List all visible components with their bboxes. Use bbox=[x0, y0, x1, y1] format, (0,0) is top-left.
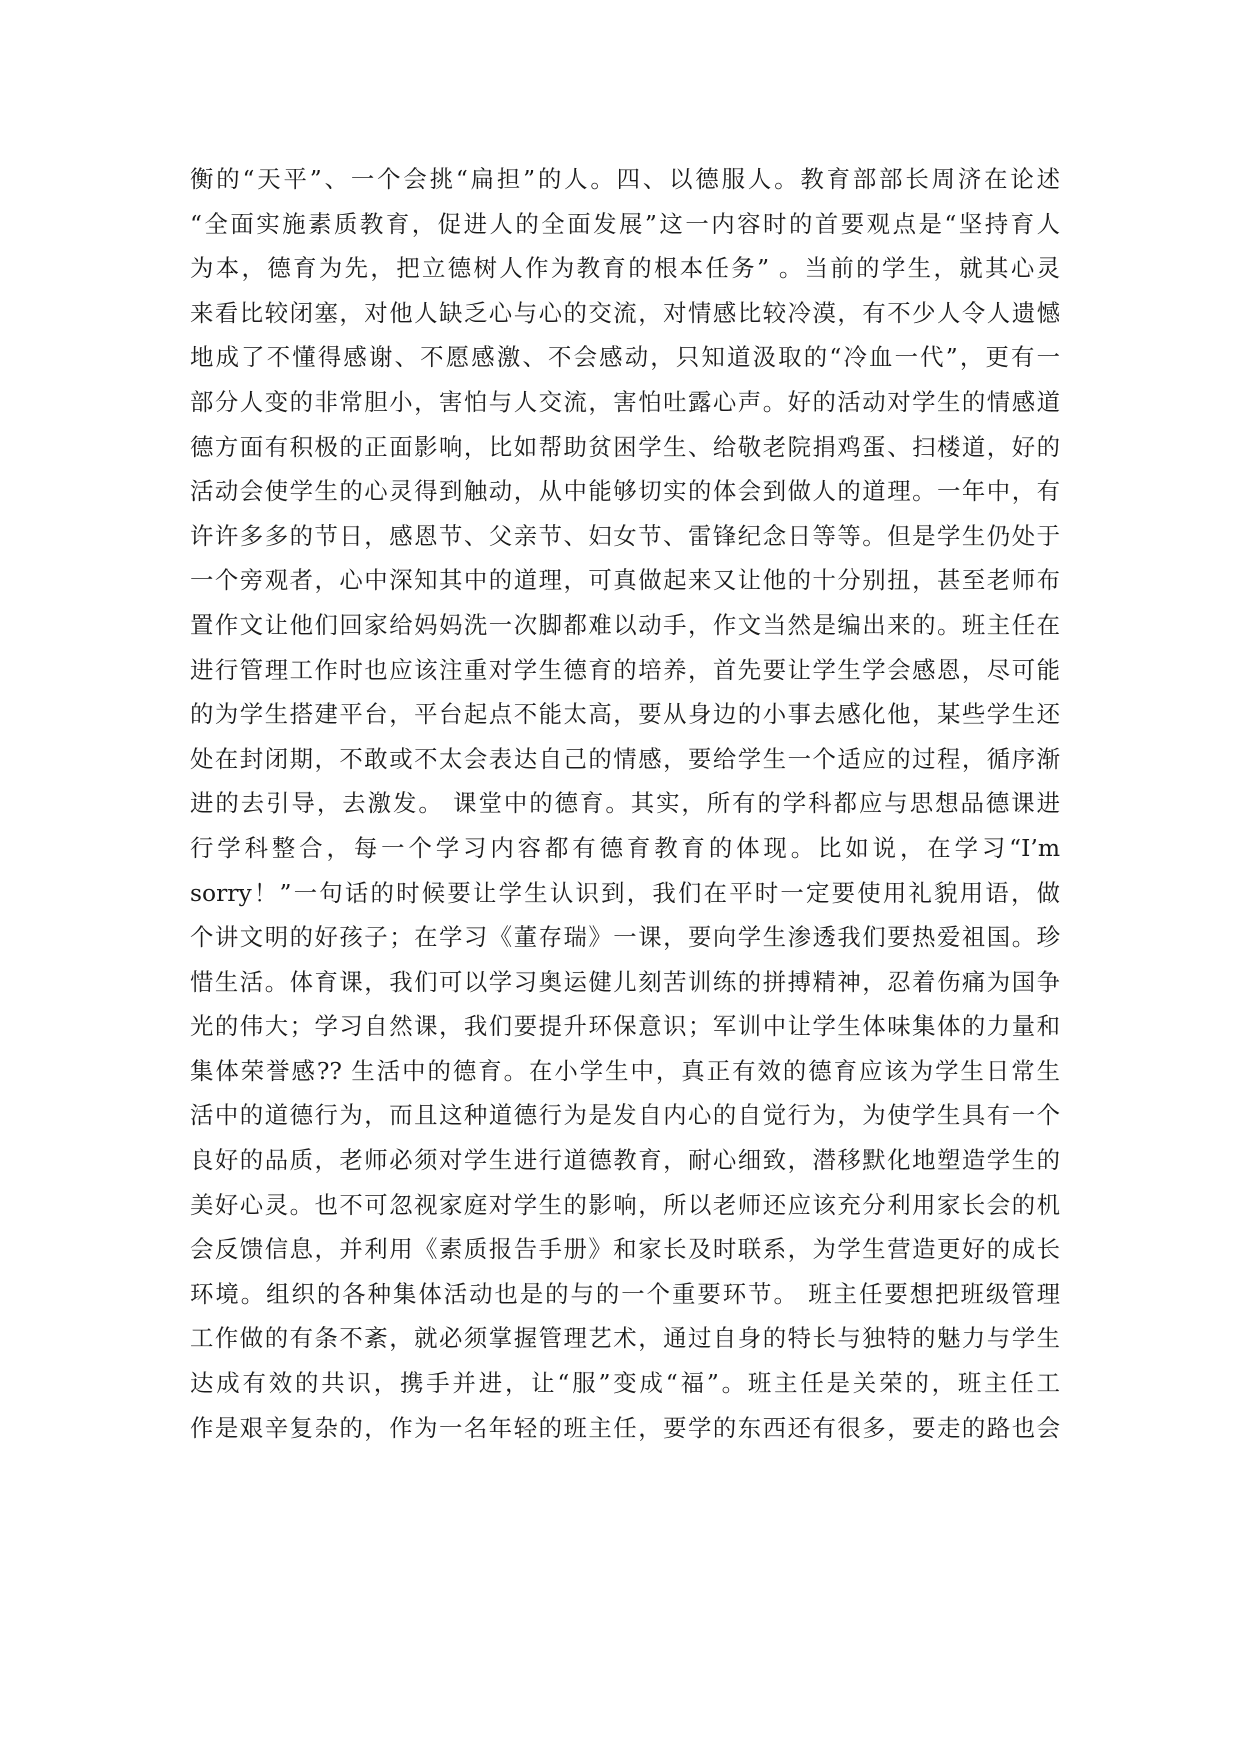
text-line: 进行管理工作时也应该注重对学生德育的培养，首先要让学生学会感恩，尽可能 bbox=[190, 655, 1060, 684]
text-line: 光的伟大；学习自然课，我们要提升环保意识；军训中让学生体味集体的力量和 bbox=[190, 1012, 1060, 1041]
text-line: 进的去引导，去激发。 课堂中的德育。其实，所有的学科都应与思想品德课进 bbox=[190, 789, 1060, 818]
text-line: 个讲文明的好孩子；在学习《董存瑞》一课，要向学生渗透我们要热爱祖国。珍 bbox=[190, 923, 1060, 952]
text-line: 作是艰辛复杂的，作为一名年轻的班主任，要学的东西还有很多，要走的路也会 bbox=[190, 1413, 1060, 1442]
text-line: 活中的道德行为，而且这种道德行为是发自内心的自觉行为，为使学生具有一个 bbox=[190, 1101, 1060, 1130]
text-line: 行学科整合，每一个学习内容都有德育教育的体现。比如说，在学习“I’m bbox=[190, 833, 1060, 862]
text-line: 惜生活。体育课，我们可以学习奥运健儿刻苦训练的拼搏精神，忍着伤痛为国争 bbox=[190, 967, 1060, 996]
text-line: 部分人变的非常胆小，害怕与人交流，害怕吐露心声。好的活动对学生的情感道 bbox=[190, 387, 1060, 416]
text-line: sorry！”一句话的时候要让学生认识到，我们在平时一定要使用礼貌用语，做 bbox=[190, 878, 1060, 907]
text-line: 环境。组织的各种集体活动也是的与的一个重要环节。 班主任要想把班级管理 bbox=[190, 1279, 1060, 1308]
text-line: 来看比较闭塞，对他人缺乏心与心的交流，对情感比较冷漠，有不少人令人遗憾 bbox=[190, 298, 1060, 327]
text-line: 美好心灵。也不可忽视家庭对学生的影响，所以老师还应该充分利用家长会的机 bbox=[190, 1190, 1060, 1219]
text-line: 会反馈信息，并利用《素质报告手册》和家长及时联系，为学生营造更好的成长 bbox=[190, 1235, 1060, 1264]
text-line: 地成了不懂得感谢、不愿感激、不会感动，只知道汲取的“冷血一代”，更有一 bbox=[190, 343, 1060, 372]
text-line: “全面实施素质教育，促进人的全面发展”这一内容时的首要观点是“坚持育人 bbox=[190, 209, 1060, 238]
text-line: 处在封闭期，不敢或不太会表达自己的情感，要给学生一个适应的过程，循序渐 bbox=[190, 744, 1060, 773]
text-line: 的为学生搭建平台，平台起点不能太高，要从身边的小事去感化他，某些学生还 bbox=[190, 700, 1060, 729]
text-line: 良好的品质，老师必须对学生进行道德教育，耐心细致，潜移默化地塑造学生的 bbox=[190, 1146, 1060, 1175]
text-line: 达成有效的共识，携手并进，让“服”变成“福”。班主任是关荣的，班主任工 bbox=[190, 1369, 1060, 1398]
text-line: 工作做的有条不紊，就必须掌握管理艺术，通过自身的特长与独特的魅力与学生 bbox=[190, 1324, 1060, 1353]
text-line: 一个旁观者，心中深知其中的道理，可真做起来又让他的十分别扭，甚至老师布 bbox=[190, 566, 1060, 595]
text-line: 衡的“天平”、一个会挑“扁担”的人。四、以德服人。教育部部长周济在论述 bbox=[190, 165, 1060, 193]
text-line: 集体荣誉感?? 生活中的德育。在小学生中，真正有效的德育应该为学生日常生 bbox=[190, 1056, 1060, 1085]
text-line: 置作文让他们回家给妈妈洗一次脚都难以动手，作文当然是编出来的。班主任在 bbox=[190, 610, 1060, 639]
text-line: 许许多多的节日，感恩节、父亲节、妇女节、雷锋纪念日等等。但是学生仍处于 bbox=[190, 521, 1060, 550]
text-line: 德方面有积极的正面影响，比如帮助贫困学生、给敬老院捐鸡蛋、扫楼道，好的 bbox=[190, 432, 1060, 461]
text-line: 为本，德育为先，把立德树人作为教育的根本任务” 。当前的学生，就其心灵 bbox=[190, 254, 1060, 283]
body-text bbox=[190, 157, 1060, 1450]
text-line: 活动会使学生的心灵得到触动，从中能够切实的体会到做人的道理。一年中，有 bbox=[190, 477, 1060, 506]
